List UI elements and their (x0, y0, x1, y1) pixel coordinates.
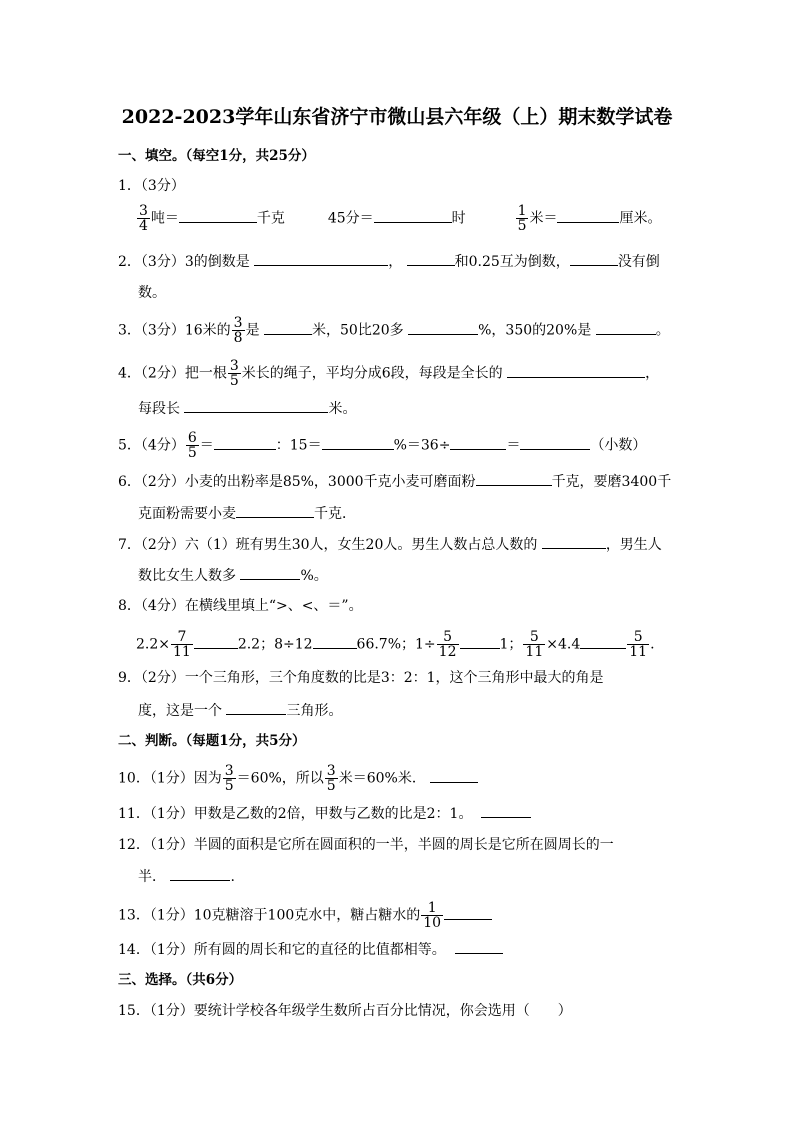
answer-blank[interactable] (455, 939, 503, 954)
question-12-line-1: 12．（1分）半圆的面积是它所在圆面积的一半，半圆的周长是它所在圆周长的一 (118, 837, 614, 853)
answer-blank[interactable] (596, 320, 656, 335)
question-13: 13．（1分）10克糖溶于100克水中，糖占糖水的 $\frac{1}{10}$ (118, 901, 492, 930)
page-title: 2022-2023学年山东省济宁市微山县六年级（上）期末数学试卷 (121, 106, 673, 128)
question-2-line-1: 2．（3分）3的倒数是 ， 和0.25互为倒数， 没有倒 (118, 251, 660, 272)
fraction: $\frac{7}{11}$ (173, 629, 191, 660)
fraction: $\frac{3}{5}$ (224, 763, 234, 794)
answer-blank[interactable] (407, 251, 455, 266)
question-15: 15．（1分）要统计学校各年级学生数所占百分比情况，你会选用（ ） (118, 1003, 572, 1019)
fraction: $\frac{3}{8}$ (233, 315, 243, 346)
answer-blank[interactable] (236, 503, 314, 518)
section-heading-judge: 二、判断。（每题1分，共5分） (118, 733, 306, 749)
fraction: $\frac{5}{11}$ (629, 629, 648, 660)
question-6-line-1: 6．（2分）小麦的出粉率是85%，3000千克小麦可磨面粉 千克，要磨3400千 (118, 471, 671, 492)
question-12-line-2: 半． . (138, 866, 235, 887)
fraction: $\frac{3}{4}$ (139, 203, 148, 234)
answer-blank[interactable] (226, 700, 286, 715)
question-3: 3．（3分）16米的 $\frac{3}{8}$ 是 米，50比20多 %，350的20%是 。 (118, 315, 670, 346)
answer-blank[interactable] (374, 208, 452, 223)
question-4-line-1: 4．（2分）把一根 $\frac{3}{5}$ 米长的绳子，平均分成6段，每段是全长的 ， (118, 358, 660, 389)
fraction: $\frac{5}{12}$ (438, 629, 457, 660)
question-4-line-2: 每段长 米。 (138, 398, 356, 419)
fraction: $\frac{3}{5}$ (326, 763, 336, 794)
answer-blank[interactable] (194, 634, 238, 649)
question-9-line-1: 9．（2分）一个三角形，三个角度数的比是3：2：1，这个三角形中最大的角是 (118, 670, 604, 686)
fraction: $\frac{1}{10}$ (423, 900, 442, 931)
question-10: 10．（1分）因为 $\frac{3}{5}$ ＝60%，所以 $\frac{3}{5}$ 米＝60%米． (118, 764, 478, 793)
question-14: 14．（1分）所有圆的周长和它的直径的比值都相等。 (118, 939, 503, 960)
answer-blank[interactable] (450, 435, 506, 450)
answer-blank[interactable] (542, 534, 606, 549)
answer-blank[interactable] (184, 398, 328, 413)
answer-blank[interactable] (254, 251, 388, 266)
fraction: $\frac{3}{5}$ (229, 358, 239, 389)
fraction: $\frac{1}{5}$ (517, 203, 527, 234)
question-6-line-2: 克面粉需要小麦 千克． (138, 503, 356, 524)
answer-blank[interactable] (322, 435, 394, 450)
answer-blank[interactable] (179, 208, 257, 223)
answer-blank[interactable] (240, 565, 300, 580)
question-5: 5．（4分） $\frac{6}{5}$ ＝ ：15＝ %＝36÷ ＝ （小数） (118, 430, 647, 461)
answer-blank[interactable] (264, 320, 312, 335)
section-heading-choice: 三、选择。（共6分） (118, 972, 243, 988)
question-1-row: $\frac{3}{4}$ 吨＝ 千克 45分＝ 时 $\frac{1}{5}$ 米＝ 厘米。 (139, 203, 662, 234)
answer-blank[interactable] (570, 251, 618, 266)
question-2-line-2: 数。 (138, 285, 166, 301)
answer-blank[interactable] (430, 768, 478, 783)
question-8-head: 8．（4分）在横线里填上“>、<、＝”。 (118, 598, 363, 614)
answer-blank[interactable] (557, 208, 619, 223)
answer-blank[interactable] (444, 905, 492, 920)
question-9-line-2: 度，这是一个 三角形。 (138, 700, 342, 721)
answer-blank[interactable] (507, 363, 645, 378)
question-7-line-2: 数比女生人数多 %。 (138, 565, 328, 586)
question-11: 11．（1分）甲数是乙数的2倍，甲数与乙数的比是2：1。 (118, 803, 531, 824)
section-heading-fill: 一、填空。（每空1分，共25分） (118, 148, 315, 164)
answer-blank[interactable] (460, 634, 500, 649)
fraction: $\frac{5}{11}$ (525, 629, 544, 660)
answer-blank[interactable] (481, 803, 531, 818)
answer-blank[interactable] (408, 320, 478, 335)
answer-blank[interactable] (214, 435, 276, 450)
question-8-row: 2.2× $\frac{7}{11}$ 2.2；8÷12 66.7%；1÷ $\frac{5}{12}$ 1； $\frac{5}{11}$ ×4.4 $\frac{5}{11}$ . (136, 629, 655, 660)
answer-blank[interactable] (580, 634, 626, 649)
question-1-head: 1．（3分） (118, 178, 185, 194)
answer-blank[interactable] (520, 435, 590, 450)
answer-blank[interactable] (476, 471, 552, 486)
answer-blank[interactable] (170, 866, 230, 881)
answer-blank[interactable] (313, 634, 357, 649)
question-7-line-1: 7．（2分）六（1）班有男生30人，女生20人。男生人数占总人数的 ，男生人 (118, 534, 662, 555)
fraction: $\frac{6}{5}$ (187, 430, 197, 461)
